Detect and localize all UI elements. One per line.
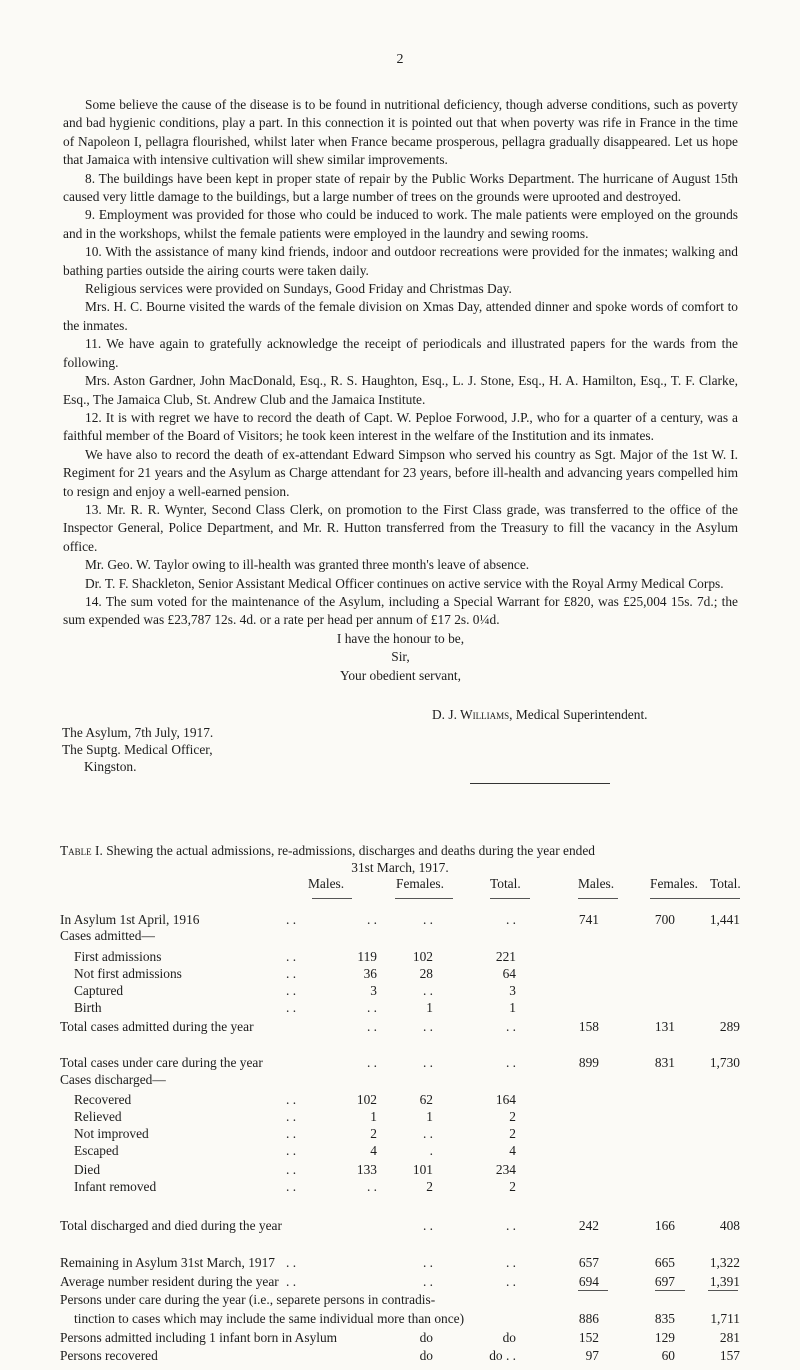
column-header: Females. <box>396 876 444 891</box>
cell-t1: 164 <box>495 1092 516 1107</box>
cell-t1: 2 <box>509 1179 516 1194</box>
row-leader-dots: . . <box>286 1255 297 1270</box>
table-row <box>60 1109 740 1127</box>
cell-m1: 2 <box>370 1126 377 1141</box>
paragraph: We have also to record the death of ex-attendant Edward Simpson who served his country as Sgt. Major of the 1st W. I. Regiment for 21 years and the Asylum as Charge attendant for 23 years, before ill-health and advancing years compelled him to resign and enjoy a well-earned pension. <box>63 446 738 499</box>
table-row <box>60 1072 740 1090</box>
row-label: Persons under care during the year (i.e., separete persons in contradis- <box>60 1292 436 1307</box>
row-label: tinction to cases which may include the same individual more than once) <box>74 1311 465 1326</box>
table-row <box>60 1143 740 1161</box>
signature-name: D. J. Williams, <box>432 707 513 722</box>
rule <box>578 1290 608 1291</box>
cell-t1: 3 <box>509 983 516 998</box>
address-line: The Suptg. Medical Officer, <box>62 742 213 757</box>
row-label: Died <box>74 1162 101 1177</box>
cell-f1: . . <box>422 1255 433 1270</box>
cell-m1: 1 <box>370 1109 377 1124</box>
column-header: Males. <box>578 876 615 891</box>
cell-f1: . . <box>422 1019 433 1034</box>
rule <box>578 898 618 899</box>
cell-f1: 62 <box>419 1092 433 1107</box>
table-row <box>60 966 740 984</box>
cell-t1: 221 <box>495 949 516 964</box>
closing-line: I have the honour to be, <box>336 630 465 646</box>
page-number: 2 <box>396 52 404 67</box>
cell-t1: . . <box>505 1055 516 1070</box>
rule <box>650 898 708 899</box>
cell-t1: . . <box>505 1255 516 1270</box>
paragraph: Mrs. Aston Gardner, John MacDonald, Esq., R. S. Haughton, Esq., L. J. Stone, Esq., H. A. Hamilton, Esq., T. F. Clarke, Esq., The Jamaica Club, St. Andrew Club and the Jamaica Institute. <box>63 373 738 407</box>
cell-f1: . . <box>422 1218 433 1233</box>
cell-m2: 694 <box>578 1274 599 1289</box>
paragraph: Dr. T. F. Shackleton, Senior Assistant Medical Officer continues on active service with the Royal Army Medical Corps. <box>85 575 724 591</box>
cell-f1: . . <box>422 1274 433 1289</box>
paragraph: Some believe the cause of the disease is to be found in nutritional deficiency, though adverse conditions, such as poverty and bad hygienic conditions, play a part. In this connection it is pointed out that when poverty was rife in France in the time of Napoleon I, pellagra flourished, whilst later when France became prosperous, pellagra gradually disappeared. Let us hope that Jamaica with intensive cultivation will shew similar improvements. <box>63 97 738 168</box>
column-header: Males. <box>308 876 345 891</box>
row-label: Total discharged and died during the year <box>60 1218 282 1233</box>
cell-t1: do <box>502 1330 516 1345</box>
rule <box>312 898 352 899</box>
table-row <box>60 1274 740 1292</box>
address-line: Kingston. <box>84 759 137 774</box>
cell-t1: 2 <box>509 1109 516 1124</box>
cell-f1: . . <box>422 1055 433 1070</box>
rule <box>708 898 740 899</box>
row-label: Recovered <box>74 1092 132 1107</box>
cell-f1: 1 <box>426 1109 433 1124</box>
cell-m2: 899 <box>578 1055 599 1070</box>
cell-m2: 242 <box>578 1218 599 1233</box>
table-row <box>60 1311 740 1329</box>
cell-m2: 741 <box>578 912 599 927</box>
row-label: Average number resident during the year <box>60 1274 279 1289</box>
cell-m1: . . <box>366 912 377 927</box>
table-row <box>60 1255 740 1273</box>
rule <box>655 1290 685 1291</box>
table-row <box>60 1126 740 1144</box>
cell-f2: 166 <box>654 1218 675 1233</box>
cell-f1: . . <box>422 983 433 998</box>
cell-t2: 1,322 <box>709 1255 740 1270</box>
cell-t2: 1,730 <box>709 1055 740 1070</box>
paragraph: Religious services were provided on Sundays, Good Friday and Christmas Day. <box>85 281 512 297</box>
cell-f1: 101 <box>412 1162 433 1177</box>
table-row <box>60 1000 740 1018</box>
paragraph: Mr. Geo. W. Taylor owing to ill-health was granted three month's leave of absence. <box>85 557 530 573</box>
row-label: Not improved <box>74 1126 149 1141</box>
cell-t2: 281 <box>719 1330 740 1345</box>
row-label: Total cases under care during the year <box>60 1055 263 1070</box>
row-label: Cases admitted— <box>60 928 155 943</box>
cell-m1: . . <box>366 1019 377 1034</box>
paragraph: 12. It is with regret we have to record the death of Capt. W. Peploe Forwood, J.P., who for a quarter of a century, was a faithful member of the Board of Visitors; he took keen interest in the welfare of the Institution and its inmates. <box>63 409 738 444</box>
cell-f1: . . <box>422 1126 433 1141</box>
column-header: Females. <box>650 876 698 891</box>
cell-f1: do <box>419 1330 433 1345</box>
row-label: Remaining in Asylum 31st March, 1917 <box>60 1255 275 1270</box>
rule <box>395 898 453 899</box>
row-label: Relieved <box>74 1109 122 1124</box>
cell-t2: 408 <box>719 1218 740 1233</box>
row-label: Total cases admitted during the year <box>60 1019 254 1034</box>
cell-t1: . . <box>505 1218 516 1233</box>
cell-f2: 831 <box>654 1055 675 1070</box>
cell-f1: . <box>429 1143 433 1158</box>
closing-line: Your obedient servant, <box>340 667 461 683</box>
table-row <box>60 983 740 1001</box>
cell-f1: 1 <box>426 1000 433 1015</box>
paragraph: 11. We have again to gratefully acknowledge the receipt of periodicals and illustrated papers for the wards from the following. <box>63 336 738 370</box>
row-leader-dots: . . <box>286 1126 297 1141</box>
row-label: First admissions <box>74 949 162 964</box>
cell-t2: 289 <box>719 1019 740 1034</box>
cell-m2: 657 <box>578 1255 599 1270</box>
cell-m1: 102 <box>356 1092 377 1107</box>
cell-t1: 234 <box>495 1162 516 1177</box>
row-label: Persons recovered <box>60 1348 158 1363</box>
cell-t1: 1 <box>509 1000 516 1015</box>
table-row <box>60 1092 740 1110</box>
cell-f2: 700 <box>654 912 675 927</box>
cell-t1: . . <box>505 1019 516 1034</box>
table-caption-text: Shewing the actual admissions, re-admissions, discharges and deaths during the year ended <box>106 843 595 858</box>
cell-f2: 60 <box>661 1348 675 1363</box>
cell-m1: 133 <box>356 1162 377 1177</box>
paragraph: 8. The buildings have been kept in proper state of repair by the Public Works Department. The hurricane of August 15th caused very little damage to the buildings, but a large number of trees on the grounds were uprooted and destroyed. <box>63 170 738 205</box>
signature-title: Medical Superintendent. <box>515 707 648 722</box>
cell-m1: . . <box>366 1055 377 1070</box>
paragraph: 13. Mr. R. R. Wynter, Second Class Clerk, on promotion to the First Class grade, was transferred to the office of the Inspector General, Police Department, and Mr. R. Hutton transferred from the Treasury to fill the vacancy in the Asylum office. <box>63 501 738 554</box>
cell-t2: 1,441 <box>709 912 740 927</box>
row-label: Birth <box>74 1000 102 1015</box>
rule <box>490 898 530 899</box>
table-caption-lead: Table I. <box>60 843 103 858</box>
admissions-table <box>60 0 740 1370</box>
paragraph: Mrs. H. C. Bourne visited the wards of the female division on Xmas Day, attended dinner and spoke words of comfort to the inmates. <box>63 299 738 333</box>
cell-m2: 158 <box>578 1019 599 1034</box>
cell-t2: 1,711 <box>710 1311 740 1326</box>
row-label: Infant removed <box>74 1179 157 1194</box>
row-leader-dots: . . <box>286 1092 297 1107</box>
table-caption-date: 31st March, 1917. <box>351 860 449 875</box>
row-label: Persons admitted including 1 infant born in Asylum <box>60 1330 338 1345</box>
paragraph: 9. Employment was provided for those who could be induced to work. The male patients were employed on the grounds and in the workshops, whilst the female patients were employed in the laundry and sewing rooms. <box>63 207 738 241</box>
cell-t2: 157 <box>719 1348 740 1363</box>
table-row <box>60 1330 740 1348</box>
cell-t2: 1,391 <box>709 1274 740 1289</box>
row-label: Captured <box>74 983 124 998</box>
cell-t1: do . . <box>489 1348 516 1363</box>
cell-m1: 119 <box>357 949 377 964</box>
cell-f2: 665 <box>654 1255 675 1270</box>
row-label: Not first admissions <box>74 966 182 981</box>
table-row <box>60 1019 740 1037</box>
cell-t1: . . <box>505 1274 516 1289</box>
row-leader-dots: . . <box>286 949 297 964</box>
closing-line: Sir, <box>391 649 410 665</box>
cell-m2: 886 <box>578 1311 599 1326</box>
row-leader-dots: . . <box>286 1274 297 1289</box>
cell-t1: . . <box>505 912 516 927</box>
address-line: The Asylum, 7th July, 1917. <box>62 725 214 740</box>
column-header: Total. <box>710 876 741 891</box>
cell-m1: . . <box>366 1179 377 1194</box>
row-label: Escaped <box>74 1143 119 1158</box>
table-row <box>60 1162 740 1180</box>
table-row <box>60 1218 740 1236</box>
cell-m2: 97 <box>585 1348 599 1363</box>
table-row <box>60 1055 740 1073</box>
table-row <box>60 1348 740 1366</box>
table-row <box>60 928 740 946</box>
row-leader-dots: . . <box>286 1162 297 1177</box>
row-leader-dots: . . <box>286 983 297 998</box>
cell-f2: 697 <box>654 1274 675 1289</box>
cell-m1: 36 <box>363 966 377 981</box>
cell-t1: 2 <box>509 1126 516 1141</box>
row-leader-dots: . . <box>286 1109 297 1124</box>
cell-f1: do <box>419 1348 433 1363</box>
table-row <box>60 1179 740 1197</box>
cell-m1: 3 <box>370 983 377 998</box>
table-row <box>60 949 740 967</box>
cell-m2: 152 <box>578 1330 599 1345</box>
table-row <box>60 1292 740 1310</box>
row-leader-dots: . . <box>286 912 297 927</box>
cell-f1: . . <box>422 912 433 927</box>
cell-f2: 129 <box>654 1330 675 1345</box>
row-leader-dots: . . <box>286 1000 297 1015</box>
row-leader-dots: . . <box>286 1143 297 1158</box>
cell-m1: . . <box>366 1000 377 1015</box>
cell-f2: 131 <box>654 1019 675 1034</box>
column-header: Total. <box>490 876 521 891</box>
cell-t1: 64 <box>502 966 516 981</box>
row-leader-dots: . . <box>286 1179 297 1194</box>
cell-f1: 102 <box>412 949 433 964</box>
row-leader-dots: . . <box>286 966 297 981</box>
cell-t1: 4 <box>509 1143 516 1158</box>
row-label: In Asylum 1st April, 1916 <box>60 912 200 927</box>
cell-f1: 28 <box>419 966 433 981</box>
rule <box>708 1290 738 1291</box>
cell-f1: 2 <box>426 1179 433 1194</box>
paragraph: 14. The sum voted for the maintenance of the Asylum, including a Special Warrant for £820, was £25,004 15s. 7d.; the sum expended was £23,787 12s. 4d. or a rate per head per annum of £17 2s. 0¼d. <box>63 593 738 628</box>
paragraph: 10. With the assistance of many kind friends, indoor and outdoor recreations were provided for the inmates; walking and bathing parties outside the airing courts were taken daily. <box>63 244 738 278</box>
row-label: Cases discharged— <box>60 1072 166 1087</box>
cell-f2: 835 <box>654 1311 675 1326</box>
cell-m1: 4 <box>370 1143 377 1158</box>
